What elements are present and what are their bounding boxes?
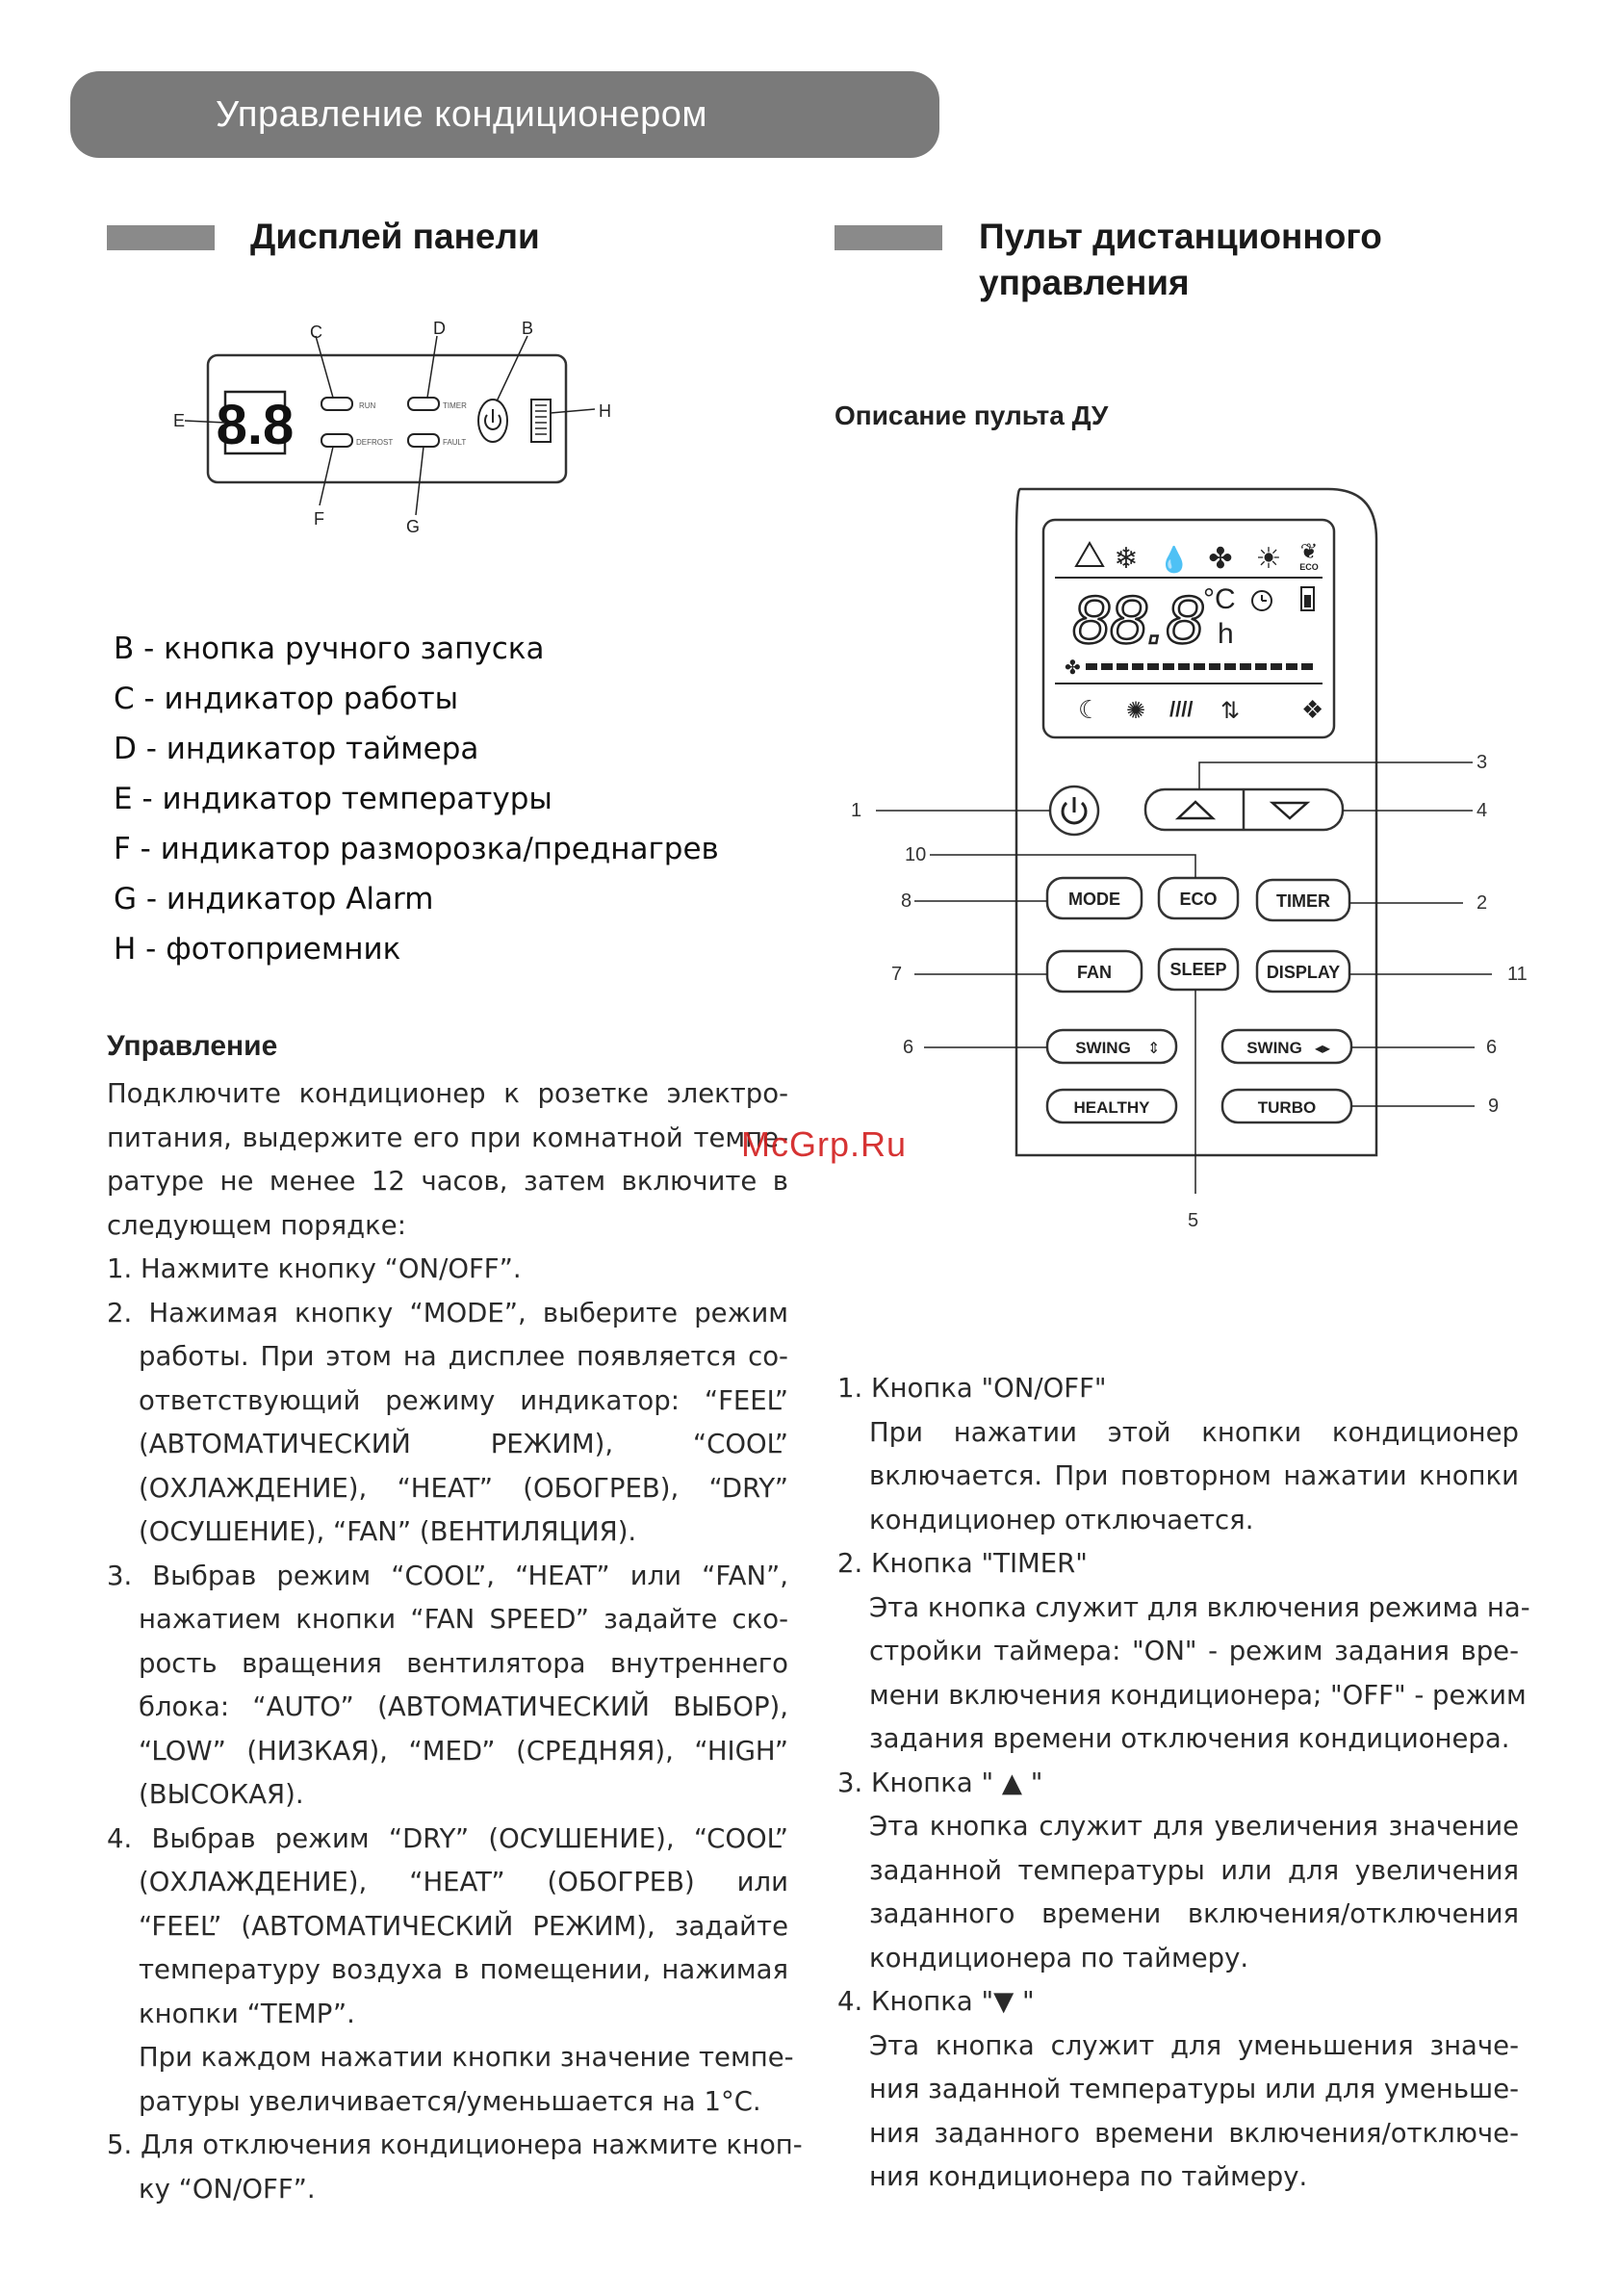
section-title-display-panel: Дисплей панели <box>250 217 540 256</box>
text-line: задания времени отключения кондиционера. <box>869 1723 1510 1754</box>
text-line: кнопки “TEMP”. <box>139 1998 355 2029</box>
text-line: 3. Кнопка " ▲ " <box>837 1767 1043 1798</box>
text-line: кондиционера по таймеру. <box>869 1942 1249 1974</box>
remote-description <box>837 1367 1530 2200</box>
display-panel-diagram <box>164 313 645 544</box>
callout-7: 7 <box>891 964 903 985</box>
text-line: (ВЫСОКАЯ). <box>139 1779 304 1810</box>
callout-3: 3 <box>1477 752 1488 773</box>
legend-item: D - индикатор таймера <box>114 732 479 766</box>
text-line: ния заданного времени включения/отключе- <box>869 2117 1519 2149</box>
text-line: температуру воздуха в помещении, нажимая <box>139 1954 788 1985</box>
swing-horizontal-icon: ◂▸ <box>1315 1041 1331 1057</box>
label-e: E <box>173 411 186 430</box>
callout-6-left: 6 <box>903 1037 914 1058</box>
text-line: 1. Кнопка "ON/OFF" <box>837 1373 1107 1404</box>
callout-8: 8 <box>901 890 912 912</box>
text-line: 1. Нажмите кнопку “ON/OFF”. <box>107 1253 522 1284</box>
text-line: питания, выдержите его при комнатной темпе- <box>107 1122 788 1153</box>
text-line: блока: “AUTO” (АВТОМАТИЧЕСКИЙ ВЫБОР), <box>139 1691 788 1722</box>
callout-11: 11 <box>1507 964 1528 985</box>
fan-speed-bar <box>1086 663 1313 670</box>
text-line: 4. Выбрав режим “DRY” (ОСУШЕНИЕ), “COOL” <box>107 1822 788 1854</box>
text-line: Эта кнопка служит для увеличения значение <box>869 1811 1519 1842</box>
fan-mode-icon: ✤ <box>1208 543 1233 575</box>
legend-item: G - индикатор Alarm <box>114 882 434 916</box>
text-line: При нажатии этой кнопки кондиционер <box>869 1416 1519 1448</box>
text-line: Эта кнопка служит для уменьшения значе- <box>869 2029 1519 2061</box>
eco-button: ECO <box>1179 890 1218 909</box>
text-line: мени включения кондиционера; "OFF" - режим <box>869 1679 1527 1711</box>
turbo-icon: //// <box>1169 697 1194 721</box>
label-c: C <box>310 322 322 342</box>
fan-speed-icon: ✤ <box>1065 658 1081 679</box>
text-line: ку “ON/OFF”. <box>139 2173 316 2205</box>
control-text <box>107 1072 803 2211</box>
swing-vertical-button: SWING <box>1075 1039 1131 1057</box>
display-button: DISPLAY <box>1266 963 1341 982</box>
text-line: ратуре не менее 12 часов, затем включите в <box>107 1166 788 1197</box>
text-line: ратуры увеличивается/уменьшается на 1°С. <box>139 2085 761 2117</box>
swing-icon: ⇅ <box>1220 698 1241 724</box>
text-line: рость вращения вентилятора внутреннего <box>139 1647 788 1679</box>
callout-5: 5 <box>1188 1210 1199 1231</box>
healthy-button: HEALTHY <box>1073 1098 1150 1117</box>
text-line: 4. Кнопка "▼ " <box>837 1986 1035 2017</box>
text-line: 2. Кнопка "TIMER" <box>837 1548 1088 1579</box>
sleep-icon: ☾ <box>1078 695 1101 724</box>
sleep-button: SLEEP <box>1169 960 1227 979</box>
text-line: Подключите кондиционер к розетке электро- <box>107 1078 788 1109</box>
text-line: (ОСУШЕНИЕ), “FAN” (ВЕНТИЛЯЦИЯ). <box>139 1516 637 1547</box>
text-line: “FEEL” (АВТОМАТИЧЕСКИЙ РЕЖИМ), задайте <box>139 1910 788 1942</box>
text-line: заданной температуры или для увеличения <box>869 1854 1519 1886</box>
text-line: 5. Для отключения кондиционера нажмите кноп- <box>107 2129 803 2160</box>
led-run-label: RUN <box>359 401 376 410</box>
eco-small-label: ECO <box>1299 562 1319 572</box>
panel-legend <box>114 624 719 974</box>
turbo-button: TURBO <box>1257 1098 1317 1117</box>
legend-item: F - индикатор разморозка/преднагрев <box>114 832 719 866</box>
watermark: McGrp.Ru <box>741 1124 908 1164</box>
text-line: следующем порядке: <box>107 1209 406 1241</box>
lcd-unit-hours: h <box>1218 618 1234 650</box>
text-line: 2. Нажимая кнопку “MODE”, выберите режим <box>107 1297 788 1329</box>
led-timer <box>408 398 439 410</box>
callout-4: 4 <box>1477 800 1488 821</box>
led-defrost <box>321 434 352 447</box>
callout-10: 10 <box>905 844 927 865</box>
text-line: При каждом нажатии кнопки значение темпе- <box>139 2042 794 2073</box>
text-line: (АВТОМАТИЧЕСКИЙ РЕЖИМ), “COOL” <box>139 1429 788 1459</box>
remote-control-diagram <box>837 481 1540 1251</box>
callout-9: 9 <box>1488 1096 1500 1117</box>
legend-item: C - индикатор работы <box>114 682 459 716</box>
text-line: стройки таймера: "ON" - режим задания вре- <box>869 1636 1519 1666</box>
label-g: G <box>406 517 421 536</box>
text-line: ответствующий режиму индикатор: “FEEL” <box>139 1384 788 1416</box>
text-line: кондиционер отключается. <box>869 1504 1254 1535</box>
heat-mode-icon: ☀ <box>1255 543 1282 575</box>
section-title-remote-line2: управления <box>979 263 1190 302</box>
page-title: Управление кондиционером <box>215 94 707 135</box>
led-fault <box>408 434 439 447</box>
cool-mode-icon: ❄ <box>1114 543 1139 575</box>
text-line: включается. При повторном нажатии кнопки <box>869 1460 1519 1491</box>
swing-vertical-icon: ⇕ <box>1147 1041 1161 1057</box>
callout-2: 2 <box>1477 892 1488 914</box>
text-line: Эта кнопка служит для включения режима на- <box>869 1591 1530 1623</box>
timer-button: TIMER <box>1276 891 1330 911</box>
mode-button: MODE <box>1068 890 1120 909</box>
fan-button: FAN <box>1077 963 1112 982</box>
text-line: 3. Выбрав режим “COOL”, “HEAT” или “FAN”, <box>107 1560 788 1591</box>
legend-item: E - индикатор температуры <box>114 782 552 816</box>
page-header <box>70 71 939 158</box>
label-h: H <box>599 401 611 421</box>
remote-heading: Описание пульта ДУ <box>835 400 1109 430</box>
control-heading: Управление <box>107 1030 278 1062</box>
healthy-icon: ✺ <box>1126 698 1146 724</box>
text-line: нажатием кнопки “FAN SPEED” задайте ско- <box>139 1604 788 1635</box>
legend-item: H - фотоприемник <box>114 932 401 967</box>
lcd-digits: 88.8 <box>1072 582 1204 658</box>
text-line: заданного времени включения/отключения <box>869 1898 1519 1929</box>
lcd-unit-celsius: °C <box>1203 583 1236 615</box>
dry-mode-icon: 💧 <box>1158 545 1191 574</box>
text-line: работы. При этом на дисплее появляется со- <box>139 1341 788 1372</box>
callout-1: 1 <box>851 800 862 821</box>
section-marker <box>835 225 942 250</box>
section-marker <box>107 225 215 250</box>
led-timer-label: TIMER <box>443 401 467 410</box>
text-line: ния заданной температуры или для уменьше- <box>869 2074 1520 2104</box>
led-run <box>321 398 352 410</box>
legend-item: B - кнопка ручного запуска <box>114 632 545 666</box>
text-line: ния кондиционера по таймеру. <box>869 2161 1308 2192</box>
text-line: “LOW” (НИЗКАЯ), “MED” (СРЕДНЯЯ), “HIGH” <box>139 1735 788 1767</box>
text-line: (ОХЛАЖДЕНИЕ), “HEAT” (ОБОГРЕВ), “DRY” <box>139 1472 788 1504</box>
label-f: F <box>314 509 324 529</box>
swing-horizontal-button: SWING <box>1246 1039 1302 1057</box>
text-line: (ОХЛАЖДЕНИЕ), “HEAT” (ОБОГРЕВ) или <box>139 1867 788 1897</box>
ionizer-icon: ❖ <box>1301 695 1324 724</box>
section-title-remote-line1: Пульт дистанционного <box>979 217 1382 256</box>
eco-leaf-icon: ❦ <box>1299 539 1319 563</box>
led-fault-label: FAULT <box>443 438 467 447</box>
display-digits: 8.8 <box>216 394 295 456</box>
label-d: D <box>433 319 446 338</box>
led-defrost-label: DEFROST <box>356 438 394 447</box>
label-b: B <box>522 319 534 338</box>
callout-6-right: 6 <box>1486 1037 1498 1058</box>
